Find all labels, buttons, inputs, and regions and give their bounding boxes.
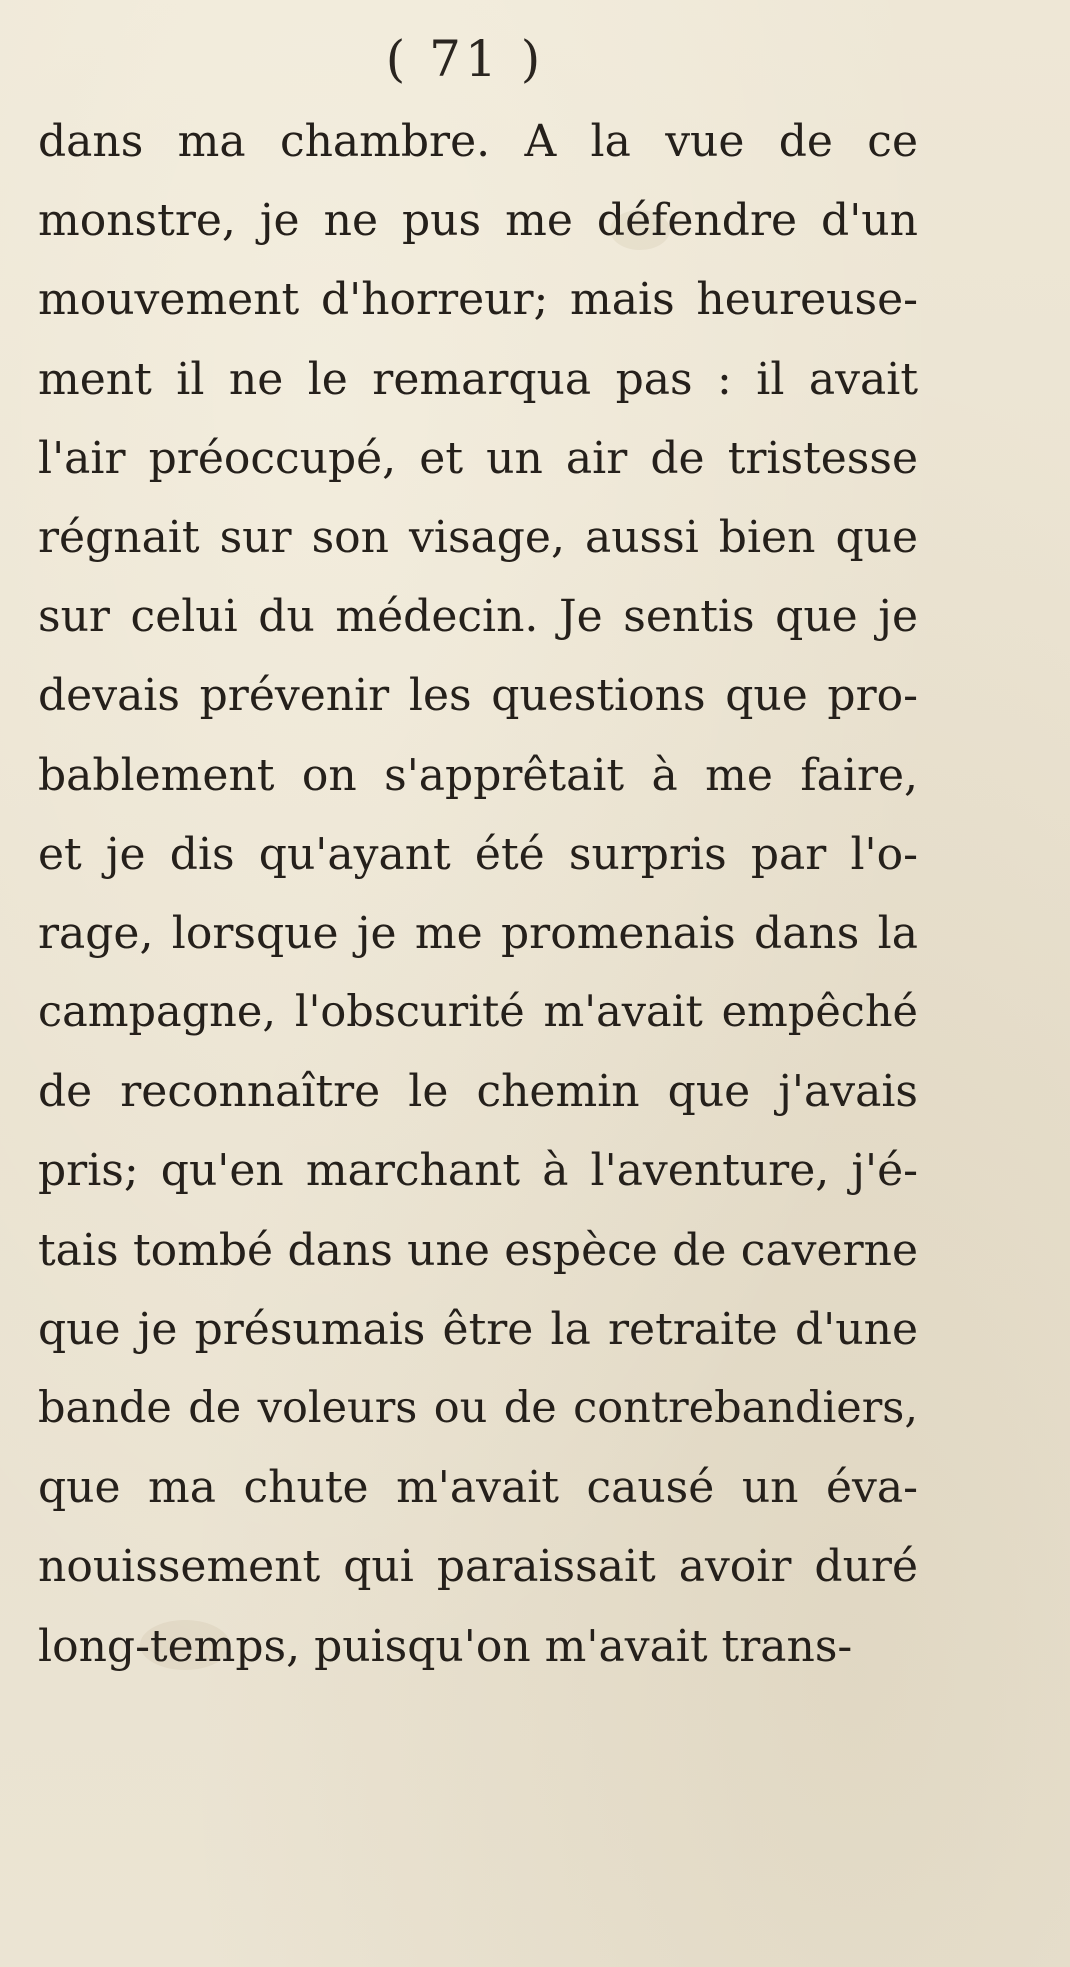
text-line: campagne, l'obscurité m'avait empêché xyxy=(38,987,918,1038)
text-line: pris; qu'en marchant à l'aventure, j'é- xyxy=(38,1145,918,1197)
text-line: que ma chute m'avait causé un éva- xyxy=(38,1462,918,1514)
text-line: que je présumais être la retraite d'une xyxy=(38,1303,918,1355)
text-line: l'air préoccupé, et un air de tristesse xyxy=(38,432,918,484)
text-line: ment il ne le remarqua pas : il avait xyxy=(38,353,918,405)
text-line: tais tombé dans une espèce de caverne xyxy=(38,1224,918,1276)
text-line: mouvement d'horreur; mais heureuse- xyxy=(38,274,918,326)
text-line: monstre, je ne pus me défendre d'un xyxy=(38,195,918,247)
text-line: régnait sur son visage, aussi bien que xyxy=(38,511,918,563)
page-number: ( 71 ) xyxy=(385,30,545,88)
text-line: bande de voleurs ou de contrebandiers, xyxy=(38,1383,918,1433)
text-line: devais prévenir les questions que pro- xyxy=(38,670,918,722)
text-line: et je dis qu'ayant été surpris par l'o- xyxy=(38,828,918,880)
text-line: nouissement qui paraissait avoir duré xyxy=(38,1541,918,1593)
text-line: dans ma chambre. A la vue de ce xyxy=(38,116,918,167)
text-line: rage, lorsque je me promenais dans la xyxy=(38,907,918,959)
text-line: sur celui du médecin. Je sentis que je xyxy=(38,591,918,643)
text-line: long-temps, puisqu'on m'avait trans- xyxy=(38,1620,853,1672)
text-line: de reconnaître le chemin que j'avais xyxy=(38,1066,918,1118)
body-text xyxy=(38,102,918,1686)
text-line: bablement on s'apprêtait à me faire, xyxy=(38,749,918,801)
